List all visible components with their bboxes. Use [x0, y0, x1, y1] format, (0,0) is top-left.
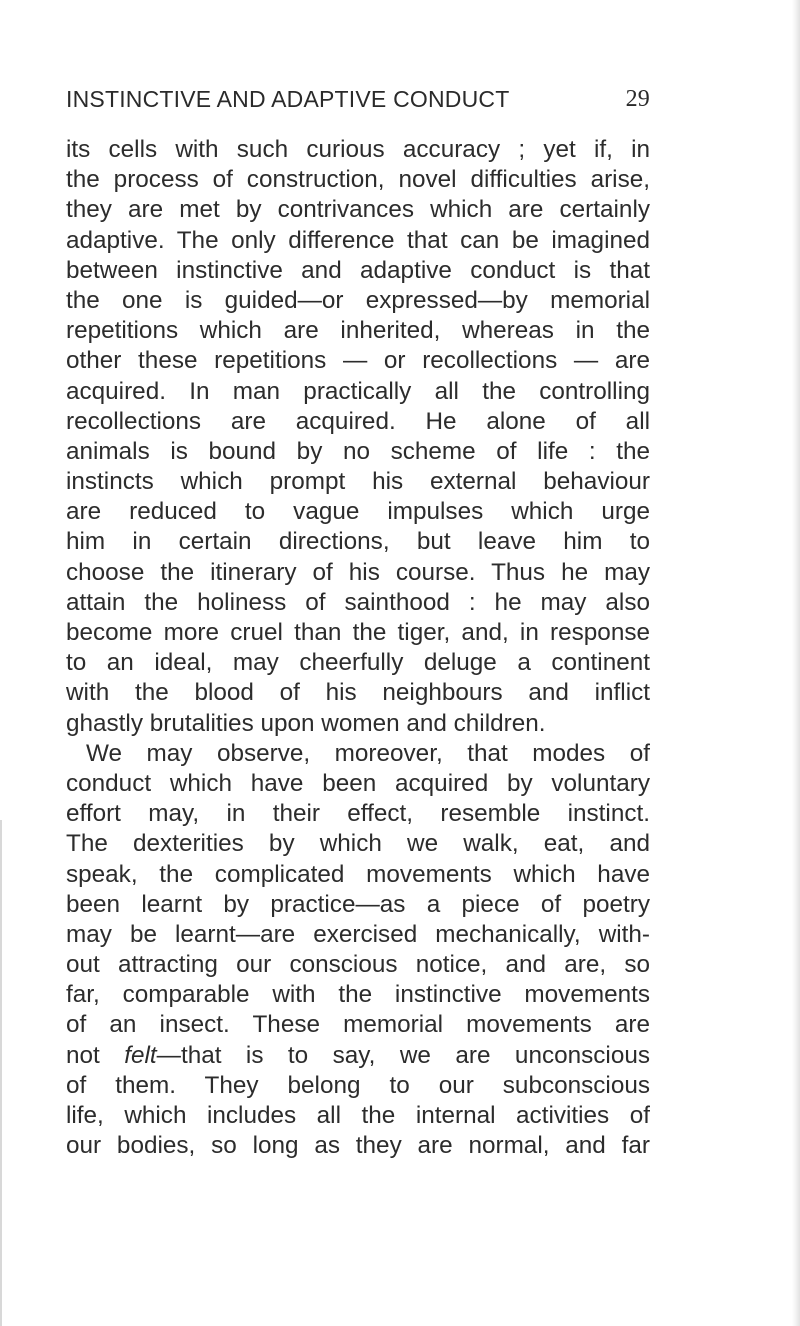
text-line: of an insect. These memorial movements are [66, 1011, 650, 1039]
text-line: animals is bound by no scheme of life : the [66, 437, 650, 465]
text-line: attain the holiness of sainthood : he may also [66, 588, 650, 616]
text-line: to an ideal, may cheerfully deluge a continent [66, 649, 650, 677]
running-head [66, 86, 650, 120]
text-line: with the blood of his neighbours and inflict [66, 679, 650, 707]
page-number: 29 [625, 86, 650, 112]
text-line: instincts which prompt his external behaviour [66, 468, 650, 496]
paragraph-end-line: ghastly brutalities upon women and children. [66, 709, 546, 737]
italic-word: felt [124, 1041, 157, 1069]
text-line: the process of construction, novel difficulties arise, [66, 166, 650, 194]
body-text [66, 135, 650, 1161]
text-fragment: not [66, 1041, 125, 1069]
running-title: INSTINCTIVE AND ADAPTIVE CONDUCT [66, 86, 510, 112]
text-line: speak, the complicated movements which have [66, 860, 650, 888]
text-line: of them. They belong to our subconscious [66, 1071, 650, 1099]
text-line: other these repetitions — or recollections — are [66, 347, 650, 375]
text-line: become more cruel than the tiger, and, in response [66, 619, 650, 646]
page-edge-shadow [792, 0, 800, 1326]
text-line: been learnt by practice—as a piece of poetry [66, 890, 650, 918]
text-line: may be learnt—are exercised mechanically, with- [66, 920, 650, 948]
text-line: are reduced to vague impulses which urge [66, 498, 650, 526]
text-line: effort may, in their effect, resemble instinct. [66, 800, 650, 828]
text-line-with-italic [66, 1041, 650, 1071]
text-line: repetitions which are inherited, whereas in the [66, 317, 650, 345]
text-fragment: —that is to say, we are unconscious [156, 1041, 650, 1069]
text-line: conduct which have been acquired by voluntary [66, 769, 650, 797]
text-line: they are met by contrivances which are certainly [66, 196, 650, 224]
text-line: the one is guided—or expressed—by memorial [66, 286, 650, 314]
page-edge-line [0, 820, 2, 1326]
text-line: its cells with such curious accuracy ; yet if, in [66, 136, 650, 163]
text-line: The dexterities by which we walk, eat, and [66, 830, 650, 858]
text-line: far, comparable with the instinctive movements [66, 981, 650, 1009]
text-line: out attracting our conscious notice, and are, so [66, 951, 650, 979]
text-line: choose the itinerary of his course. Thus he may [66, 558, 650, 586]
text-line: our bodies, so long as they are normal, and far [66, 1132, 650, 1160]
text-line: recollections are acquired. He alone of all [66, 407, 650, 435]
text-line: life, which includes all the internal activities of [66, 1102, 650, 1129]
text-line: adaptive. The only difference that can be imagined [66, 226, 650, 254]
text-line: acquired. In man practically all the controlling [66, 377, 650, 405]
text-line: him in certain directions, but leave him to [66, 528, 650, 556]
paragraph-start-line: We may observe, moreover, that modes of [86, 739, 650, 767]
text-line: between instinctive and adaptive conduct is that [66, 256, 650, 284]
